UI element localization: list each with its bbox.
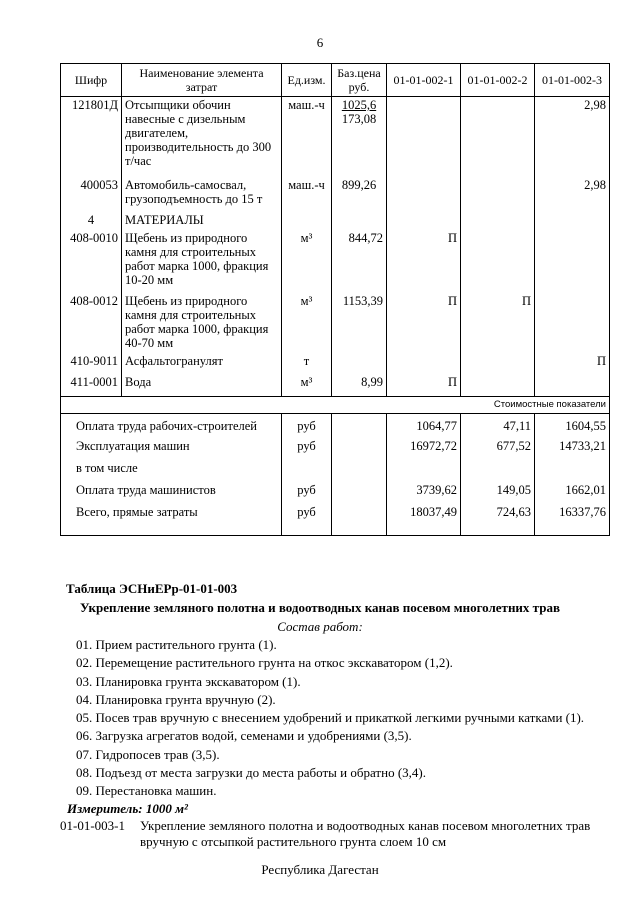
list-item: 04. Планировка грунта вручную (2). [76, 691, 276, 707]
summary-value: 149,05 [461, 482, 535, 504]
summary-unit: руб [282, 438, 332, 460]
summary-label: Оплата труда машинистов [61, 482, 282, 504]
page-footer: Республика Дагестан [261, 862, 379, 877]
cell-code: 408-0010 [61, 230, 122, 293]
list-item: 02. Перемещение растительного грунта на откос экскаватором (1,2). [76, 655, 453, 671]
cost-header-row [61, 397, 610, 414]
summary-value: 1604,55 [535, 414, 610, 438]
summary-row [61, 504, 610, 536]
summary-row [61, 438, 610, 460]
cell-value [387, 177, 461, 212]
cell-value: П [535, 353, 610, 374]
cell-value: 2,98 [535, 97, 610, 177]
cell-price: 1153,39 [332, 293, 387, 353]
col-header: 01-01-002-2 [461, 64, 535, 97]
cell-name: Щебень из природного камня для строительных работ марка 1000, фракция 10-20 мм [122, 230, 282, 293]
cell-unit: м³ [282, 230, 332, 293]
cell-name: Асфальтогранулят [122, 353, 282, 374]
page-number: 6 [316, 35, 324, 50]
summary-row [61, 414, 610, 438]
cell-value [535, 230, 610, 293]
cell-price [332, 353, 387, 374]
summary-value: 18037,49 [387, 504, 461, 536]
col-header: Баз.цена руб. [332, 64, 387, 97]
col-header: 01-01-002-1 [387, 64, 461, 97]
cell-unit: т [282, 353, 332, 374]
cell-code: 408-0012 [61, 293, 122, 353]
cell-code: 411-0001 [61, 374, 122, 397]
list-item: 03. Планировка грунта экскаватором (1). [76, 673, 301, 689]
cell-value [461, 97, 535, 177]
resource-table [60, 63, 610, 536]
price-value: 1025,6 [341, 98, 377, 112]
measurement-unit: Измеритель: 1000 м² [67, 801, 188, 816]
summary-row [61, 482, 610, 504]
cell-code: 410-9011 [61, 353, 122, 374]
cell-code: 121801Д [61, 97, 122, 177]
table-row [61, 353, 610, 374]
section-row [61, 212, 610, 230]
list-item: 06. Загрузка агрегатов водой, семенами и удобрениями (3,5). [76, 728, 412, 744]
cell-price [332, 97, 387, 177]
col-header: 01-01-002-3 [535, 64, 610, 97]
cell-name: Отсыпщики обочин навесные с дизельным двигателем, производительность до 300 т/час [122, 97, 282, 177]
cell-price: 899,26 [332, 177, 387, 212]
table-row [61, 97, 610, 177]
summary-value: 677,52 [461, 438, 535, 460]
table-row [61, 177, 610, 212]
cost-header: Стоимостные показатели [61, 397, 610, 414]
table-row [61, 230, 610, 293]
list-item: 07. Гидропосев трав (3,5). [76, 746, 220, 762]
cell-value [387, 353, 461, 374]
table-title: Таблица ЭСНиЕРр-01-01-003 [66, 581, 238, 596]
section-title: МАТЕРИАЛЫ [122, 212, 282, 230]
section-number: 4 [61, 212, 122, 230]
summary-unit: руб [282, 414, 332, 438]
table-row [61, 374, 610, 397]
cell-value: П [387, 374, 461, 397]
summary-label: Всего, прямые затраты [61, 504, 282, 536]
cell-value [461, 353, 535, 374]
cell-value [461, 230, 535, 293]
summary-value: 47,11 [461, 414, 535, 438]
norm-description: Укрепление земляного полотна и водоотводных канав посевом многолетних трав вручную с отсыпкой растительного грунта слоем 10 см [140, 818, 591, 849]
cell-unit: маш.-ч [282, 177, 332, 212]
cell-name: Автомобиль-самосвал, грузоподъемность до 15 т [122, 177, 282, 212]
summary-value: 1064,77 [387, 414, 461, 438]
summary-value: 724,63 [461, 504, 535, 536]
cell-price: 844,72 [332, 230, 387, 293]
cell-value: 2,98 [535, 177, 610, 212]
summary-value: 1662,01 [535, 482, 610, 504]
table-header-row [61, 64, 610, 97]
cell-value [535, 293, 610, 353]
cell-value [461, 177, 535, 212]
norm-code: 01-01-003-1 [60, 818, 125, 833]
cell-name: Вода [122, 374, 282, 397]
cell-value [387, 97, 461, 177]
list-item: 05. Посев трав вручную с внесением удобрений и прикаткой легкими ручными катками (1). [76, 710, 585, 726]
cell-unit: маш.-ч [282, 97, 332, 177]
summary-label: Оплата труда рабочих-строителей [61, 414, 282, 438]
summary-value: 14733,21 [535, 438, 610, 460]
cell-unit: м³ [282, 374, 332, 397]
cell-unit: м³ [282, 293, 332, 353]
price-value-2: 173,08 [341, 112, 377, 126]
work-composition-heading: Состав работ: [277, 619, 363, 634]
list-item: 09. Перестановка машин. [76, 783, 217, 799]
col-header: Наименование элемента затрат [122, 64, 282, 97]
summary-label: Эксплуатация машин [61, 438, 282, 460]
cell-name: Щебень из природного камня для строительных работ марка 1000, фракция 40-70 мм [122, 293, 282, 353]
col-header: Шифр [61, 64, 122, 97]
table-subtitle: Укрепление земляного полотна и водоотводных канав посевом многолетних трав [80, 600, 560, 615]
summary-unit: руб [282, 482, 332, 504]
cell-value: П [461, 293, 535, 353]
summary-label: в том числе [61, 460, 282, 482]
works-list [76, 636, 584, 801]
summary-value: 16337,76 [535, 504, 610, 536]
summary-value: 16972,72 [387, 438, 461, 460]
list-item: 08. Подъезд от места загрузки до места работы и обратно (3,4). [76, 765, 426, 781]
cell-value [535, 374, 610, 397]
cell-value [461, 374, 535, 397]
summary-row [61, 460, 610, 482]
cell-price: 8,99 [332, 374, 387, 397]
list-item: 01. Прием растительного грунта (1). [76, 637, 277, 652]
cell-value: П [387, 293, 461, 353]
summary-value: 3739,62 [387, 482, 461, 504]
col-header: Ед.изм. [282, 64, 332, 97]
summary-unit: руб [282, 504, 332, 536]
cell-code: 400053 [61, 177, 122, 212]
table-row [61, 293, 610, 353]
cell-value: П [387, 230, 461, 293]
